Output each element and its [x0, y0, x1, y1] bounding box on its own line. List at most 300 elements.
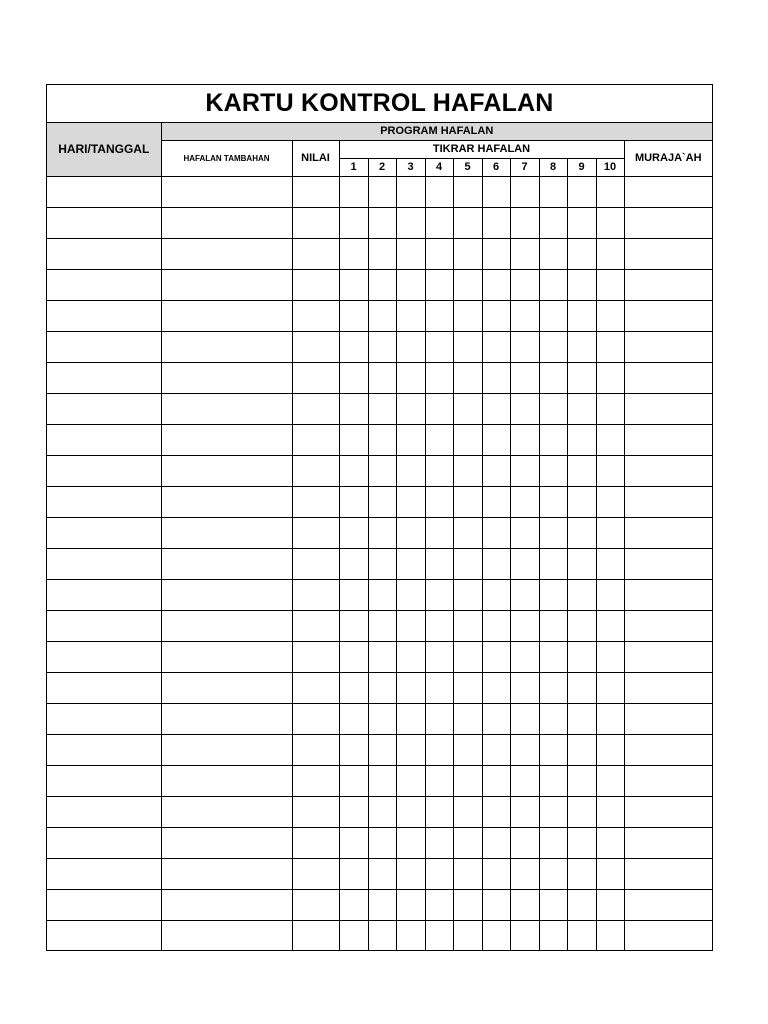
tikrar-2-cell[interactable] [368, 889, 396, 920]
tikrar-4-cell[interactable] [425, 362, 453, 393]
tikrar-1-cell[interactable] [339, 672, 368, 703]
tikrar-7-cell[interactable] [510, 393, 539, 424]
tikrar-6-cell[interactable] [482, 610, 510, 641]
tikrar-7-cell[interactable] [510, 889, 539, 920]
tikrar-1-cell[interactable] [339, 610, 368, 641]
tikrar-7-cell[interactable] [510, 238, 539, 269]
tikrar-3-cell[interactable] [396, 610, 425, 641]
tikrar-6-cell[interactable] [482, 176, 510, 207]
tikrar-8-cell[interactable] [539, 424, 567, 455]
tikrar-3-cell[interactable] [396, 362, 425, 393]
tikrar-3-cell[interactable] [396, 300, 425, 331]
tikrar-4-cell[interactable] [425, 703, 453, 734]
hafalan-tambahan-cell[interactable] [161, 269, 292, 300]
hafalan-tambahan-cell[interactable] [161, 672, 292, 703]
tikrar-9-cell[interactable] [567, 424, 596, 455]
tikrar-6-cell[interactable] [482, 889, 510, 920]
tikrar-1-cell[interactable] [339, 238, 368, 269]
tikrar-2-cell[interactable] [368, 858, 396, 889]
nilai-cell[interactable] [292, 889, 339, 920]
tikrar-9-cell[interactable] [567, 641, 596, 672]
tikrar-3-cell[interactable] [396, 827, 425, 858]
murajaah-cell[interactable] [624, 703, 712, 734]
tikrar-1-cell[interactable] [339, 176, 368, 207]
hari-tanggal-cell[interactable] [47, 920, 161, 951]
tikrar-4-cell[interactable] [425, 920, 453, 951]
tikrar-6-cell[interactable] [482, 455, 510, 486]
tikrar-5-cell[interactable] [453, 734, 482, 765]
murajaah-cell[interactable] [624, 393, 712, 424]
murajaah-cell[interactable] [624, 207, 712, 238]
hari-tanggal-cell[interactable] [47, 610, 161, 641]
tikrar-2-cell[interactable] [368, 238, 396, 269]
tikrar-5-cell[interactable] [453, 548, 482, 579]
hafalan-tambahan-cell[interactable] [161, 238, 292, 269]
tikrar-7-cell[interactable] [510, 765, 539, 796]
tikrar-7-cell[interactable] [510, 610, 539, 641]
tikrar-10-cell[interactable] [596, 331, 624, 362]
tikrar-6-cell[interactable] [482, 672, 510, 703]
tikrar-9-cell[interactable] [567, 579, 596, 610]
murajaah-cell[interactable] [624, 641, 712, 672]
tikrar-9-cell[interactable] [567, 517, 596, 548]
tikrar-10-cell[interactable] [596, 827, 624, 858]
hari-tanggal-cell[interactable] [47, 300, 161, 331]
tikrar-1-cell[interactable] [339, 207, 368, 238]
tikrar-6-cell[interactable] [482, 486, 510, 517]
hari-tanggal-cell[interactable] [47, 827, 161, 858]
tikrar-10-cell[interactable] [596, 548, 624, 579]
hari-tanggal-cell[interactable] [47, 703, 161, 734]
hari-tanggal-cell[interactable] [47, 548, 161, 579]
nilai-cell[interactable] [292, 734, 339, 765]
nilai-cell[interactable] [292, 424, 339, 455]
tikrar-8-cell[interactable] [539, 703, 567, 734]
tikrar-9-cell[interactable] [567, 486, 596, 517]
hafalan-tambahan-cell[interactable] [161, 393, 292, 424]
tikrar-8-cell[interactable] [539, 269, 567, 300]
tikrar-5-cell[interactable] [453, 207, 482, 238]
tikrar-9-cell[interactable] [567, 455, 596, 486]
tikrar-10-cell[interactable] [596, 858, 624, 889]
murajaah-cell[interactable] [624, 424, 712, 455]
tikrar-2-cell[interactable] [368, 393, 396, 424]
tikrar-3-cell[interactable] [396, 734, 425, 765]
hari-tanggal-cell[interactable] [47, 176, 161, 207]
tikrar-8-cell[interactable] [539, 796, 567, 827]
tikrar-6-cell[interactable] [482, 362, 510, 393]
tikrar-10-cell[interactable] [596, 889, 624, 920]
nilai-cell[interactable] [292, 548, 339, 579]
tikrar-5-cell[interactable] [453, 269, 482, 300]
tikrar-1-cell[interactable] [339, 455, 368, 486]
tikrar-7-cell[interactable] [510, 486, 539, 517]
tikrar-10-cell[interactable] [596, 269, 624, 300]
tikrar-10-cell[interactable] [596, 238, 624, 269]
tikrar-1-cell[interactable] [339, 579, 368, 610]
tikrar-10-cell[interactable] [596, 362, 624, 393]
murajaah-cell[interactable] [624, 920, 712, 951]
tikrar-4-cell[interactable] [425, 238, 453, 269]
tikrar-2-cell[interactable] [368, 424, 396, 455]
tikrar-4-cell[interactable] [425, 858, 453, 889]
murajaah-cell[interactable] [624, 796, 712, 827]
murajaah-cell[interactable] [624, 455, 712, 486]
tikrar-4-cell[interactable] [425, 889, 453, 920]
tikrar-3-cell[interactable] [396, 517, 425, 548]
tikrar-6-cell[interactable] [482, 548, 510, 579]
tikrar-2-cell[interactable] [368, 765, 396, 796]
tikrar-3-cell[interactable] [396, 920, 425, 951]
tikrar-6-cell[interactable] [482, 703, 510, 734]
tikrar-4-cell[interactable] [425, 300, 453, 331]
murajaah-cell[interactable] [624, 238, 712, 269]
tikrar-10-cell[interactable] [596, 176, 624, 207]
tikrar-2-cell[interactable] [368, 486, 396, 517]
tikrar-7-cell[interactable] [510, 641, 539, 672]
nilai-cell[interactable] [292, 517, 339, 548]
nilai-cell[interactable] [292, 393, 339, 424]
tikrar-1-cell[interactable] [339, 796, 368, 827]
tikrar-2-cell[interactable] [368, 548, 396, 579]
nilai-cell[interactable] [292, 269, 339, 300]
tikrar-7-cell[interactable] [510, 455, 539, 486]
tikrar-6-cell[interactable] [482, 424, 510, 455]
tikrar-3-cell[interactable] [396, 424, 425, 455]
nilai-cell[interactable] [292, 641, 339, 672]
hafalan-tambahan-cell[interactable] [161, 517, 292, 548]
tikrar-6-cell[interactable] [482, 300, 510, 331]
hafalan-tambahan-cell[interactable] [161, 703, 292, 734]
nilai-cell[interactable] [292, 455, 339, 486]
hafalan-tambahan-cell[interactable] [161, 362, 292, 393]
hari-tanggal-cell[interactable] [47, 486, 161, 517]
tikrar-9-cell[interactable] [567, 269, 596, 300]
tikrar-5-cell[interactable] [453, 827, 482, 858]
tikrar-5-cell[interactable] [453, 920, 482, 951]
hari-tanggal-cell[interactable] [47, 238, 161, 269]
tikrar-7-cell[interactable] [510, 858, 539, 889]
tikrar-2-cell[interactable] [368, 455, 396, 486]
tikrar-6-cell[interactable] [482, 517, 510, 548]
tikrar-6-cell[interactable] [482, 238, 510, 269]
murajaah-cell[interactable] [624, 858, 712, 889]
nilai-cell[interactable] [292, 765, 339, 796]
tikrar-9-cell[interactable] [567, 207, 596, 238]
tikrar-1-cell[interactable] [339, 858, 368, 889]
tikrar-9-cell[interactable] [567, 300, 596, 331]
nilai-cell[interactable] [292, 207, 339, 238]
tikrar-8-cell[interactable] [539, 610, 567, 641]
tikrar-8-cell[interactable] [539, 579, 567, 610]
tikrar-9-cell[interactable] [567, 858, 596, 889]
nilai-cell[interactable] [292, 300, 339, 331]
tikrar-5-cell[interactable] [453, 393, 482, 424]
tikrar-7-cell[interactable] [510, 331, 539, 362]
tikrar-4-cell[interactable] [425, 393, 453, 424]
tikrar-10-cell[interactable] [596, 610, 624, 641]
tikrar-5-cell[interactable] [453, 579, 482, 610]
tikrar-3-cell[interactable] [396, 548, 425, 579]
murajaah-cell[interactable] [624, 734, 712, 765]
hafalan-tambahan-cell[interactable] [161, 734, 292, 765]
tikrar-10-cell[interactable] [596, 703, 624, 734]
tikrar-2-cell[interactable] [368, 362, 396, 393]
tikrar-10-cell[interactable] [596, 672, 624, 703]
tikrar-7-cell[interactable] [510, 517, 539, 548]
hari-tanggal-cell[interactable] [47, 517, 161, 548]
tikrar-1-cell[interactable] [339, 548, 368, 579]
hari-tanggal-cell[interactable] [47, 765, 161, 796]
hafalan-tambahan-cell[interactable] [161, 889, 292, 920]
tikrar-5-cell[interactable] [453, 238, 482, 269]
tikrar-5-cell[interactable] [453, 672, 482, 703]
tikrar-1-cell[interactable] [339, 269, 368, 300]
tikrar-8-cell[interactable] [539, 672, 567, 703]
hari-tanggal-cell[interactable] [47, 579, 161, 610]
tikrar-2-cell[interactable] [368, 734, 396, 765]
tikrar-10-cell[interactable] [596, 734, 624, 765]
nilai-cell[interactable] [292, 796, 339, 827]
tikrar-5-cell[interactable] [453, 641, 482, 672]
tikrar-4-cell[interactable] [425, 579, 453, 610]
tikrar-9-cell[interactable] [567, 734, 596, 765]
tikrar-3-cell[interactable] [396, 393, 425, 424]
tikrar-10-cell[interactable] [596, 641, 624, 672]
tikrar-2-cell[interactable] [368, 610, 396, 641]
tikrar-7-cell[interactable] [510, 672, 539, 703]
nilai-cell[interactable] [292, 238, 339, 269]
tikrar-2-cell[interactable] [368, 517, 396, 548]
tikrar-4-cell[interactable] [425, 207, 453, 238]
tikrar-7-cell[interactable] [510, 703, 539, 734]
tikrar-5-cell[interactable] [453, 176, 482, 207]
tikrar-1-cell[interactable] [339, 765, 368, 796]
tikrar-1-cell[interactable] [339, 827, 368, 858]
tikrar-3-cell[interactable] [396, 889, 425, 920]
hafalan-tambahan-cell[interactable] [161, 207, 292, 238]
nilai-cell[interactable] [292, 579, 339, 610]
hafalan-tambahan-cell[interactable] [161, 486, 292, 517]
tikrar-8-cell[interactable] [539, 517, 567, 548]
tikrar-2-cell[interactable] [368, 641, 396, 672]
murajaah-cell[interactable] [624, 548, 712, 579]
tikrar-4-cell[interactable] [425, 796, 453, 827]
hari-tanggal-cell[interactable] [47, 331, 161, 362]
hari-tanggal-cell[interactable] [47, 424, 161, 455]
hari-tanggal-cell[interactable] [47, 207, 161, 238]
tikrar-6-cell[interactable] [482, 765, 510, 796]
tikrar-10-cell[interactable] [596, 765, 624, 796]
tikrar-4-cell[interactable] [425, 734, 453, 765]
hafalan-tambahan-cell[interactable] [161, 300, 292, 331]
tikrar-4-cell[interactable] [425, 486, 453, 517]
tikrar-1-cell[interactable] [339, 889, 368, 920]
tikrar-4-cell[interactable] [425, 672, 453, 703]
tikrar-3-cell[interactable] [396, 703, 425, 734]
murajaah-cell[interactable] [624, 827, 712, 858]
tikrar-1-cell[interactable] [339, 703, 368, 734]
tikrar-3-cell[interactable] [396, 455, 425, 486]
tikrar-9-cell[interactable] [567, 765, 596, 796]
tikrar-10-cell[interactable] [596, 517, 624, 548]
tikrar-4-cell[interactable] [425, 517, 453, 548]
tikrar-1-cell[interactable] [339, 362, 368, 393]
tikrar-4-cell[interactable] [425, 765, 453, 796]
hafalan-tambahan-cell[interactable] [161, 610, 292, 641]
tikrar-6-cell[interactable] [482, 579, 510, 610]
tikrar-1-cell[interactable] [339, 393, 368, 424]
tikrar-3-cell[interactable] [396, 176, 425, 207]
nilai-cell[interactable] [292, 486, 339, 517]
hafalan-tambahan-cell[interactable] [161, 920, 292, 951]
tikrar-10-cell[interactable] [596, 300, 624, 331]
murajaah-cell[interactable] [624, 331, 712, 362]
nilai-cell[interactable] [292, 672, 339, 703]
murajaah-cell[interactable] [624, 517, 712, 548]
tikrar-10-cell[interactable] [596, 920, 624, 951]
tikrar-4-cell[interactable] [425, 269, 453, 300]
tikrar-6-cell[interactable] [482, 207, 510, 238]
murajaah-cell[interactable] [624, 486, 712, 517]
tikrar-7-cell[interactable] [510, 548, 539, 579]
tikrar-9-cell[interactable] [567, 238, 596, 269]
tikrar-3-cell[interactable] [396, 579, 425, 610]
hafalan-tambahan-cell[interactable] [161, 579, 292, 610]
tikrar-8-cell[interactable] [539, 362, 567, 393]
hafalan-tambahan-cell[interactable] [161, 641, 292, 672]
tikrar-6-cell[interactable] [482, 269, 510, 300]
tikrar-2-cell[interactable] [368, 176, 396, 207]
hari-tanggal-cell[interactable] [47, 269, 161, 300]
tikrar-5-cell[interactable] [453, 362, 482, 393]
tikrar-9-cell[interactable] [567, 176, 596, 207]
tikrar-10-cell[interactable] [596, 579, 624, 610]
murajaah-cell[interactable] [624, 610, 712, 641]
hafalan-tambahan-cell[interactable] [161, 827, 292, 858]
tikrar-9-cell[interactable] [567, 703, 596, 734]
tikrar-5-cell[interactable] [453, 796, 482, 827]
tikrar-1-cell[interactable] [339, 734, 368, 765]
hari-tanggal-cell[interactable] [47, 641, 161, 672]
tikrar-2-cell[interactable] [368, 672, 396, 703]
tikrar-8-cell[interactable] [539, 393, 567, 424]
hafalan-tambahan-cell[interactable] [161, 858, 292, 889]
tikrar-8-cell[interactable] [539, 455, 567, 486]
tikrar-7-cell[interactable] [510, 362, 539, 393]
murajaah-cell[interactable] [624, 579, 712, 610]
tikrar-3-cell[interactable] [396, 765, 425, 796]
tikrar-1-cell[interactable] [339, 641, 368, 672]
nilai-cell[interactable] [292, 331, 339, 362]
tikrar-5-cell[interactable] [453, 424, 482, 455]
tikrar-5-cell[interactable] [453, 858, 482, 889]
tikrar-8-cell[interactable] [539, 827, 567, 858]
tikrar-3-cell[interactable] [396, 486, 425, 517]
tikrar-5-cell[interactable] [453, 610, 482, 641]
tikrar-3-cell[interactable] [396, 641, 425, 672]
tikrar-5-cell[interactable] [453, 703, 482, 734]
tikrar-10-cell[interactable] [596, 424, 624, 455]
hafalan-tambahan-cell[interactable] [161, 331, 292, 362]
tikrar-5-cell[interactable] [453, 300, 482, 331]
hafalan-tambahan-cell[interactable] [161, 176, 292, 207]
tikrar-2-cell[interactable] [368, 269, 396, 300]
hari-tanggal-cell[interactable] [47, 858, 161, 889]
tikrar-8-cell[interactable] [539, 765, 567, 796]
tikrar-2-cell[interactable] [368, 331, 396, 362]
tikrar-3-cell[interactable] [396, 331, 425, 362]
hari-tanggal-cell[interactable] [47, 455, 161, 486]
tikrar-7-cell[interactable] [510, 424, 539, 455]
tikrar-4-cell[interactable] [425, 641, 453, 672]
hafalan-tambahan-cell[interactable] [161, 796, 292, 827]
murajaah-cell[interactable] [624, 889, 712, 920]
hafalan-tambahan-cell[interactable] [161, 455, 292, 486]
tikrar-2-cell[interactable] [368, 300, 396, 331]
tikrar-8-cell[interactable] [539, 641, 567, 672]
tikrar-8-cell[interactable] [539, 300, 567, 331]
hafalan-tambahan-cell[interactable] [161, 765, 292, 796]
tikrar-8-cell[interactable] [539, 331, 567, 362]
tikrar-9-cell[interactable] [567, 672, 596, 703]
tikrar-9-cell[interactable] [567, 889, 596, 920]
hari-tanggal-cell[interactable] [47, 393, 161, 424]
tikrar-7-cell[interactable] [510, 176, 539, 207]
tikrar-3-cell[interactable] [396, 207, 425, 238]
tikrar-10-cell[interactable] [596, 393, 624, 424]
murajaah-cell[interactable] [624, 300, 712, 331]
tikrar-7-cell[interactable] [510, 827, 539, 858]
tikrar-5-cell[interactable] [453, 455, 482, 486]
nilai-cell[interactable] [292, 176, 339, 207]
tikrar-2-cell[interactable] [368, 796, 396, 827]
tikrar-9-cell[interactable] [567, 362, 596, 393]
tikrar-7-cell[interactable] [510, 796, 539, 827]
tikrar-6-cell[interactable] [482, 796, 510, 827]
hari-tanggal-cell[interactable] [47, 796, 161, 827]
tikrar-9-cell[interactable] [567, 920, 596, 951]
nilai-cell[interactable] [292, 920, 339, 951]
tikrar-5-cell[interactable] [453, 765, 482, 796]
hafalan-tambahan-cell[interactable] [161, 424, 292, 455]
murajaah-cell[interactable] [624, 176, 712, 207]
nilai-cell[interactable] [292, 827, 339, 858]
tikrar-4-cell[interactable] [425, 176, 453, 207]
tikrar-1-cell[interactable] [339, 517, 368, 548]
tikrar-4-cell[interactable] [425, 331, 453, 362]
hari-tanggal-cell[interactable] [47, 672, 161, 703]
tikrar-4-cell[interactable] [425, 827, 453, 858]
tikrar-6-cell[interactable] [482, 827, 510, 858]
tikrar-4-cell[interactable] [425, 455, 453, 486]
tikrar-6-cell[interactable] [482, 920, 510, 951]
nilai-cell[interactable] [292, 362, 339, 393]
tikrar-8-cell[interactable] [539, 486, 567, 517]
tikrar-2-cell[interactable] [368, 207, 396, 238]
tikrar-2-cell[interactable] [368, 827, 396, 858]
tikrar-3-cell[interactable] [396, 796, 425, 827]
tikrar-3-cell[interactable] [396, 238, 425, 269]
tikrar-1-cell[interactable] [339, 300, 368, 331]
tikrar-1-cell[interactable] [339, 331, 368, 362]
tikrar-3-cell[interactable] [396, 269, 425, 300]
tikrar-7-cell[interactable] [510, 579, 539, 610]
tikrar-5-cell[interactable] [453, 889, 482, 920]
tikrar-9-cell[interactable] [567, 796, 596, 827]
tikrar-9-cell[interactable] [567, 331, 596, 362]
nilai-cell[interactable] [292, 858, 339, 889]
